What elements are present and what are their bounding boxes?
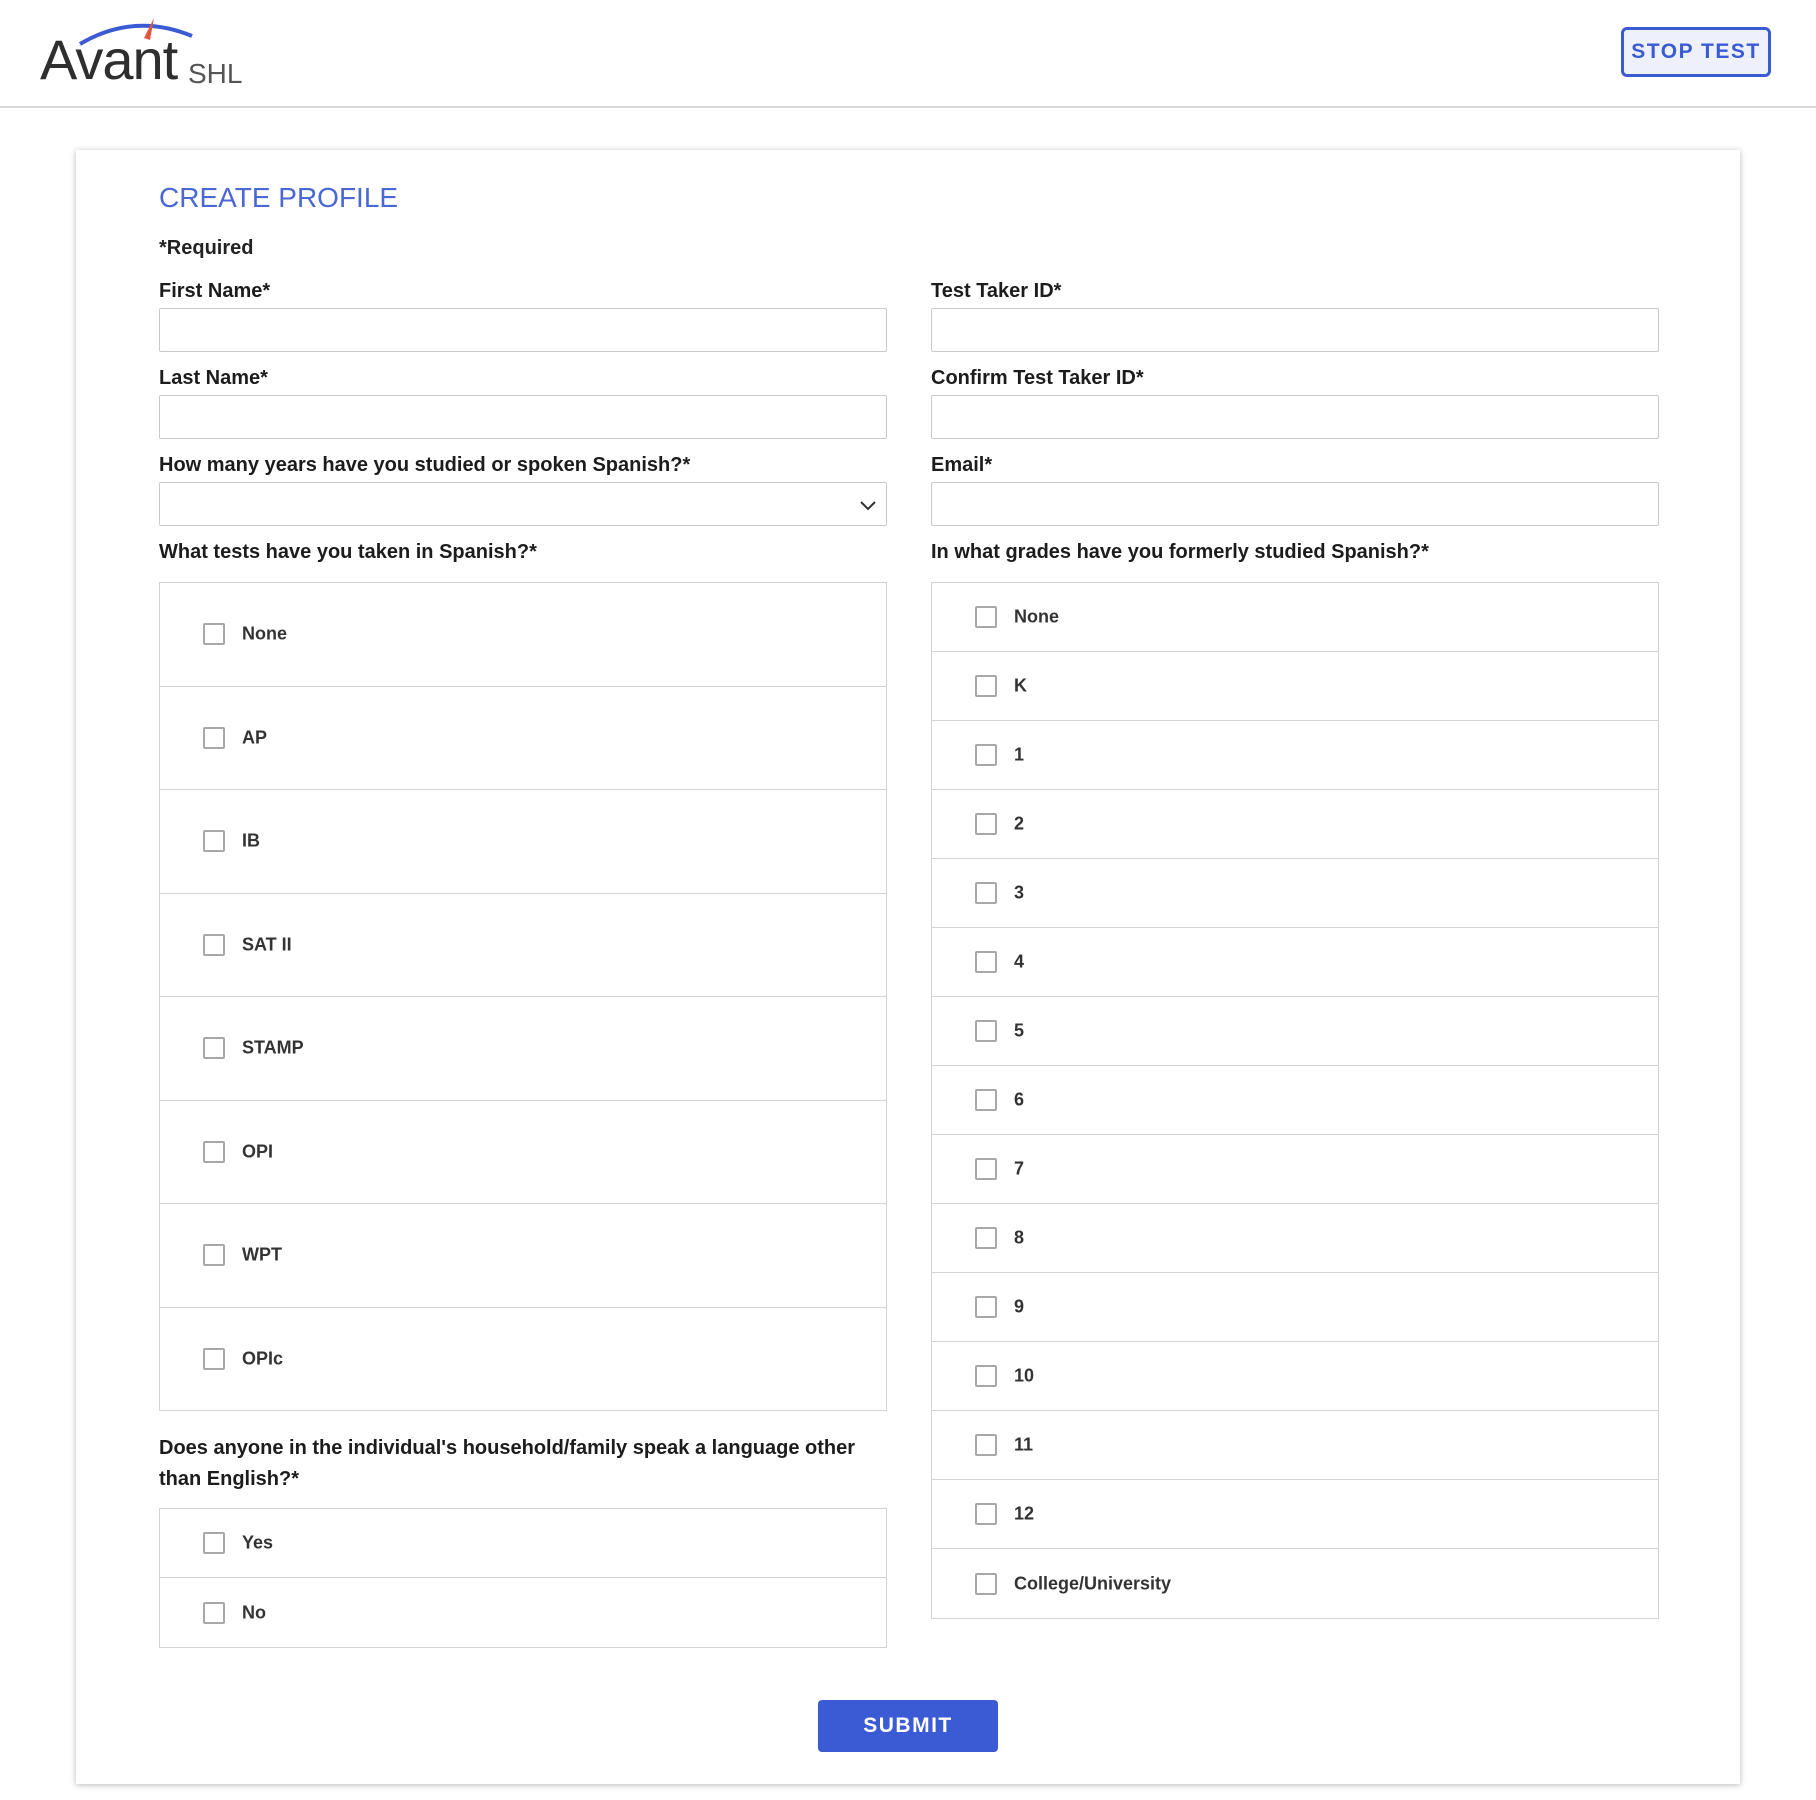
test-checkbox[interactable] <box>203 1037 225 1059</box>
grades-label: In what grades have you formerly studied Spanish?* <box>931 541 1429 563</box>
grades-checklist <box>931 582 1659 1619</box>
household-option-row[interactable] <box>160 1578 886 1647</box>
grade-checkbox[interactable] <box>975 1158 997 1180</box>
grade-option-row[interactable] <box>932 1066 1658 1135</box>
household-label: Does anyone in the individual's household/family speak a language other than English?* <box>159 1437 856 1490</box>
test-option-row[interactable] <box>160 790 886 894</box>
test-taker-id-label: Test Taker ID* <box>931 280 1062 302</box>
grade-option-row[interactable] <box>932 652 1658 721</box>
test-checkbox[interactable] <box>203 830 225 852</box>
test-checkbox[interactable] <box>203 934 225 956</box>
top-header <box>0 0 1816 108</box>
grade-option-row[interactable] <box>932 721 1658 790</box>
grade-checkbox[interactable] <box>975 882 997 904</box>
grade-checkbox[interactable] <box>975 1227 997 1249</box>
test-option-label: OPI <box>242 1141 274 1162</box>
household-option-label: No <box>242 1602 266 1622</box>
confirm-test-taker-id-label: Confirm Test Taker ID* <box>931 367 1144 389</box>
first-name-input[interactable] <box>159 308 887 352</box>
household-checkbox[interactable] <box>203 1532 225 1554</box>
test-option-row[interactable] <box>160 1101 886 1205</box>
grade-option-row[interactable] <box>932 859 1658 928</box>
grade-option-label: 8 <box>1014 1227 1025 1248</box>
create-profile-card <box>76 150 1740 1784</box>
grade-checkbox[interactable] <box>975 675 997 697</box>
household-option-label: Yes <box>242 1532 274 1553</box>
grade-option-row[interactable] <box>932 997 1658 1066</box>
tests-taken-label: What tests have you taken in Spanish?* <box>159 541 537 563</box>
grade-checkbox[interactable] <box>975 951 997 973</box>
grade-option-row[interactable] <box>932 1204 1658 1273</box>
test-option-label: SAT II <box>242 934 292 955</box>
grade-option-label: 4 <box>1014 951 1025 972</box>
test-option-label: AP <box>242 727 268 748</box>
grade-option-row[interactable] <box>932 1411 1658 1480</box>
grade-option-label: 3 <box>1014 882 1025 903</box>
test-checkbox[interactable] <box>203 1141 225 1163</box>
test-option-label: STAMP <box>242 1037 304 1058</box>
last-name-input[interactable] <box>159 395 887 439</box>
grade-checkbox[interactable] <box>975 1365 997 1387</box>
years-studied-label: How many years have you studied or spoken Spanish?* <box>159 454 691 476</box>
grade-checkbox[interactable] <box>975 606 997 628</box>
grade-checkbox[interactable] <box>975 1503 997 1525</box>
grade-option-label: 7 <box>1014 1158 1025 1179</box>
grade-option-row[interactable] <box>932 790 1658 859</box>
grade-option-row[interactable] <box>932 1273 1658 1342</box>
chevron-down-icon <box>858 495 878 515</box>
test-checkbox[interactable] <box>203 1244 225 1266</box>
years-studied-select[interactable] <box>159 482 887 526</box>
test-option-label: WPT <box>242 1244 282 1265</box>
test-option-row[interactable] <box>160 1204 886 1308</box>
grade-option-label: 10 <box>1014 1365 1035 1386</box>
test-option-label: OPIc <box>242 1348 284 1369</box>
grade-option-label: None <box>1014 606 1059 627</box>
test-option-row[interactable] <box>160 894 886 998</box>
grade-option-row[interactable] <box>932 1549 1658 1618</box>
grade-option-label: K <box>1014 675 1027 696</box>
stop-test-button[interactable]: STOP TEST <box>1621 27 1771 77</box>
logo-avant-text: Avant <box>40 28 178 91</box>
confirm-test-taker-id-input[interactable] <box>931 395 1659 439</box>
grade-option-label: College/University <box>1014 1573 1172 1593</box>
grade-option-label: 5 <box>1014 1020 1025 1041</box>
grade-option-label: 6 <box>1014 1089 1025 1110</box>
grade-checkbox[interactable] <box>975 1573 997 1595</box>
grade-option-row[interactable] <box>932 1342 1658 1411</box>
avant-shl-logo <box>40 14 300 94</box>
grade-option-row[interactable] <box>932 1135 1658 1204</box>
grade-checkbox[interactable] <box>975 1020 997 1042</box>
grade-checkbox[interactable] <box>975 1296 997 1318</box>
grade-checkbox[interactable] <box>975 1434 997 1456</box>
grade-checkbox[interactable] <box>975 744 997 766</box>
household-option-row[interactable] <box>160 1509 886 1578</box>
household-checklist <box>159 1508 887 1648</box>
grade-option-label: 1 <box>1014 744 1025 765</box>
logo-shl-text: SHL <box>188 58 243 89</box>
grade-option-row[interactable] <box>932 1480 1658 1549</box>
first-name-label: First Name* <box>159 280 271 302</box>
tests-taken-checklist <box>159 582 887 1411</box>
test-option-label: None <box>242 623 287 644</box>
grade-option-row[interactable] <box>932 583 1658 652</box>
test-option-row[interactable] <box>160 997 886 1101</box>
test-option-row[interactable] <box>160 1308 886 1412</box>
last-name-label: Last Name* <box>159 367 268 389</box>
test-option-row[interactable] <box>160 687 886 791</box>
grade-option-row[interactable] <box>932 928 1658 997</box>
email-input[interactable] <box>931 482 1659 526</box>
grade-option-label: 9 <box>1014 1296 1025 1317</box>
test-option-row[interactable] <box>160 583 886 687</box>
test-checkbox[interactable] <box>203 1348 225 1370</box>
grade-option-label: 12 <box>1014 1503 1035 1524</box>
test-checkbox[interactable] <box>203 623 225 645</box>
grade-checkbox[interactable] <box>975 813 997 835</box>
household-checkbox[interactable] <box>203 1602 225 1624</box>
submit-button[interactable]: SUBMIT <box>818 1700 998 1752</box>
page-title: CREATE PROFILE <box>159 182 399 213</box>
email-label: Email* <box>931 454 993 476</box>
test-taker-id-input[interactable] <box>931 308 1659 352</box>
grade-option-label: 11 <box>1014 1434 1034 1455</box>
test-option-label: IB <box>242 830 260 851</box>
grade-checkbox[interactable] <box>975 1089 997 1111</box>
test-checkbox[interactable] <box>203 727 225 749</box>
required-note: *Required <box>159 237 254 259</box>
grade-option-label: 2 <box>1014 813 1025 834</box>
